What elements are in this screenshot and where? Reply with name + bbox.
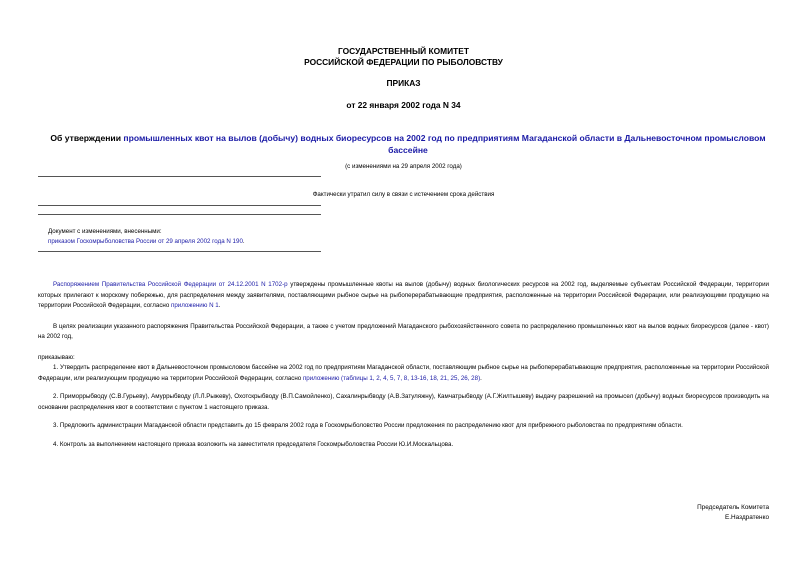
appendix-tables-link[interactable]: приложению (таблицы 1, 2, 4, 5, 7, 8, 13-16, 18, 21, 25, 26, 28) — [302, 374, 481, 382]
committee-name-line2: РОССИЙСКОЙ ФЕДЕРАЦИИ ПО РЫБОЛОВСТВУ — [304, 57, 503, 67]
government-order-link[interactable]: Распоряжением Правительства Российской Федерации от 24.12.2001 N 1702-р — [53, 281, 288, 288]
committee-name-line1: ГОСУДАРСТВЕННЫЙ КОМИТЕТ — [338, 46, 469, 56]
item-1-end: . — [480, 374, 482, 382]
amendment-note: (с изменениями на 29 апреля 2002 года) — [345, 163, 462, 170]
document-type: ПРИКАЗ — [386, 78, 421, 88]
divider — [38, 251, 321, 252]
document-title — [38, 132, 778, 156]
changes-label: Документ с изменениями, внесенными: — [48, 228, 162, 235]
changes-box — [48, 227, 348, 246]
title-link[interactable]: промышленных квот на вылов (добычу) водных биоресурсов на 2002 год по предприятиям Магаданской области в Дальневосточном промысловом бассейне — [123, 133, 766, 155]
order-word: приказываю: — [38, 353, 75, 361]
document-body — [38, 280, 769, 450]
divider — [38, 176, 321, 177]
preamble-paragraph — [38, 280, 769, 312]
order-item-4: 4. Контроль за выполнением настоящего приказа возложить на заместителя председателя Госкомрыболовства России Ю.И.Москальцова. — [53, 440, 454, 448]
divider — [38, 214, 321, 215]
changes-link[interactable]: приказом Госкомрыболовства России от 29 апреля 2002 года N 190 — [48, 238, 243, 245]
item-1-text: 1. Утвердить распределение квот в Дальневосточном промысловом бассейне на 2002 год по предприятиям Магаданской области, поставляющим рыбное сырье на рыбоперерабатывающие предприятия, расположенные на территории Российской Федерации, или реализующим продукцию на территории Российской Федерации, согласно — [38, 364, 769, 382]
divider — [38, 205, 321, 206]
signature-block — [697, 503, 769, 523]
preamble-end: . — [218, 302, 221, 309]
order-item-2: 2. Приморрыбводу (С.В.Гурьеву), Амуррыбводу (Л.Л.Рыжеву), Охотскрыбводу (В.П.Самойленко), Сахалинрыбводу (А.В.Затуляжну), Камчатрыбводу (А.Г.Жилтышеву) выдачу разрешений на промысел (добычу) водных биоресурсов производить на основании распределения квот в соответствии с пунктом 1 настоящего приказа. — [38, 393, 769, 411]
signer-name: Е.Наздратенко — [725, 514, 769, 521]
order-item-1 — [38, 363, 769, 384]
order-item-3: 3. Предложить администрации Магаданской области представить до 15 февраля 2002 года в Госкомрыболовство России предложения по распределению квот для прибрежного рыболовства по предприятиям области. — [53, 422, 683, 429]
purpose-paragraph: В целях реализации указанного распоряжения Правительства Российской Федерации, а также с учетом предложений Магаданского рыбохозяйственного совета по распределению промышленных квот на вылов водных биоресурсов (далее - квот) на 2002 год, — [38, 322, 769, 340]
signer-position: Председатель Комитета — [697, 504, 769, 511]
appendix-1-link[interactable]: приложению N 1 — [171, 302, 219, 309]
changes-suffix: . — [242, 238, 245, 245]
status-note: Фактически утратил силу в связи с истечением срока действия — [312, 191, 495, 198]
document-date-number: от 22 января 2002 года N 34 — [346, 100, 461, 110]
title-prefix: Об утверждении — [50, 133, 124, 143]
preamble-text: утверждены промышленные квоты на вылов (добычу) водных биологических ресурсов на 2002 год, выделяемые субъектам Российской Федерации, территории которых прилегают к морскому побережью, для распределения между заявителями, поставляющими рыбное сырье на рыбоперерабатывающие предприятия, расположенные на территории Российской Федерации, или реализующими продукцию на территории Российской Федерации, согласно — [38, 281, 769, 309]
